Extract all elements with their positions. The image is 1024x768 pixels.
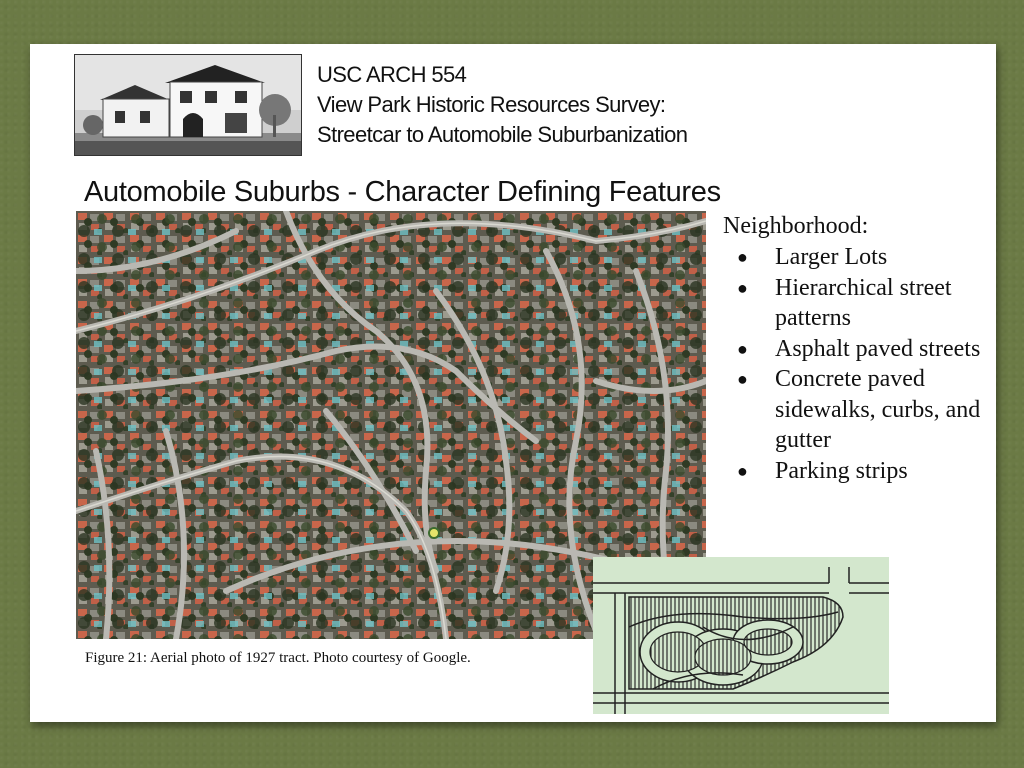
features-list bbox=[723, 210, 993, 486]
bullet-icon: ● bbox=[737, 247, 748, 267]
survey-title: View Park Historic Resources Survey: bbox=[317, 92, 666, 117]
list-item-text: Asphalt paved streets bbox=[775, 335, 981, 362]
list-item bbox=[723, 273, 993, 334]
slide bbox=[30, 44, 996, 722]
figure-caption: Figure 21: Aerial photo of 1927 tract. Photo courtesy of Google. bbox=[85, 650, 471, 666]
course-code: USC ARCH 554 bbox=[317, 62, 467, 87]
list-item-text: Concrete paved sidewalks, curbs, and gutter bbox=[775, 366, 981, 453]
bullet-icon: ● bbox=[737, 338, 748, 359]
house-photo bbox=[74, 54, 302, 156]
bullet-icon: ● bbox=[737, 277, 748, 298]
list-item bbox=[723, 334, 993, 365]
list-item-text: Parking strips bbox=[775, 457, 908, 484]
bullet-icon: ● bbox=[737, 460, 748, 481]
list-item bbox=[723, 456, 993, 487]
survey-subtitle: Streetcar to Automobile Suburbanization bbox=[317, 122, 688, 147]
bullet-icon: ● bbox=[737, 369, 748, 389]
course-header bbox=[317, 60, 877, 150]
list-item-text: Larger Lots bbox=[775, 244, 888, 270]
subdivision-plan bbox=[593, 557, 889, 714]
list-item-text: Hierarchical street patterns bbox=[775, 274, 952, 331]
slide-title: Automobile Suburbs - Character Defining Features bbox=[84, 176, 721, 208]
features-heading: Neighborhood: bbox=[723, 213, 869, 239]
list-item bbox=[723, 364, 993, 456]
list-item bbox=[723, 242, 993, 273]
